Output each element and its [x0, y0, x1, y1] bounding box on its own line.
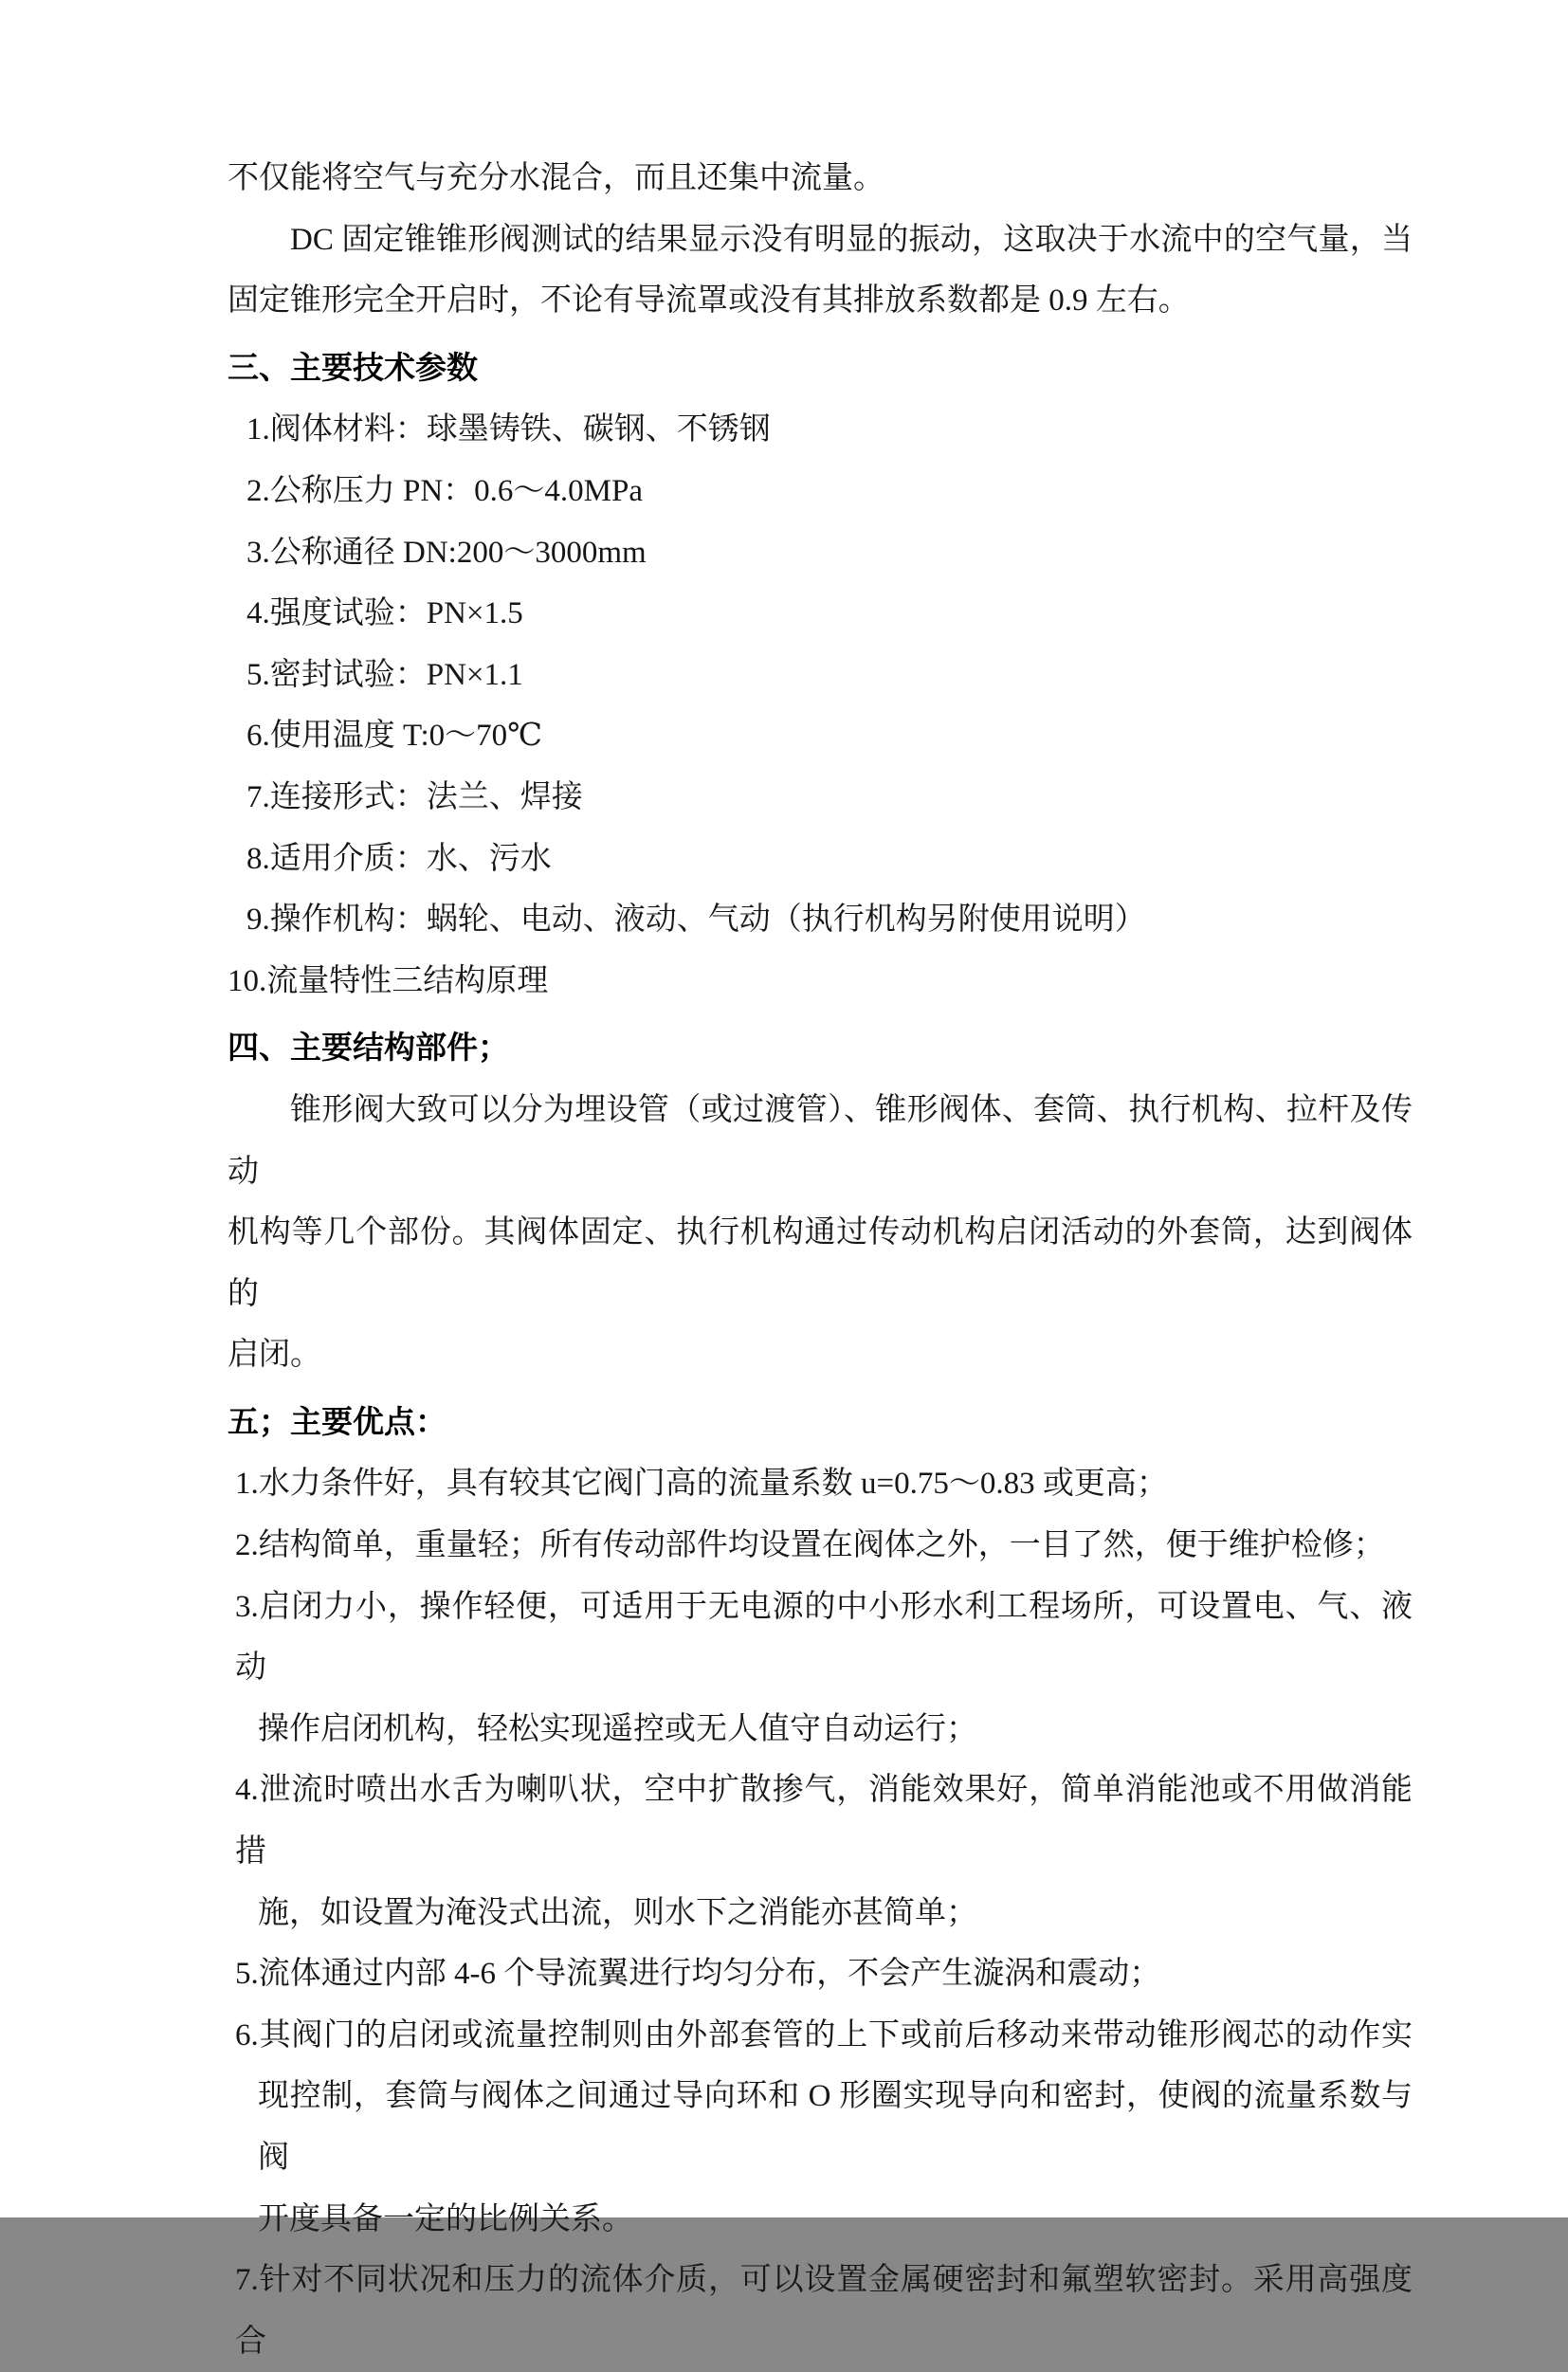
- tech-param-item-7-connection: 7.连接形式：法兰、焊接: [246, 779, 583, 814]
- intro-paragraph-line: 不仅能将空气与充分水混合，而且还集中流量。: [228, 161, 884, 195]
- tech-param-item-3-diameter: 3.公称通径 DN:200～3000mm: [246, 535, 647, 570]
- heading-section-4-structure: 四、主要结构部件；: [228, 1031, 509, 1067]
- advantage-item-6-line-2: 现控制，套筒与阀体之间通过导向环和 O 形圈实现导向和密封，使阀的流量系数与阀: [258, 2079, 1413, 2175]
- structure-paragraph-line-2: 机构等几个部份。其阀体固定、执行机构通过传动机构启闭活动的外套筒，达到阀体的: [228, 1215, 1413, 1311]
- advantage-item-3-line-2: 操作启闭机构，轻松实现遥控或无人值守自动运行；: [258, 1711, 977, 1746]
- tech-param-item-2-pressure: 2.公称压力 PN：0.6～4.0MPa: [246, 473, 644, 508]
- advantage-item-6-line-3: 开度具备一定的比例关系。: [258, 2201, 633, 2236]
- advantage-item-3-line-1: 3.启闭力小，操作轻便，可适用于无电源的中小形水利工程场所，可设置电、气、液动: [235, 1589, 1413, 1686]
- heading-section-3-tech-params: 三、主要技术参数: [228, 351, 478, 386]
- tech-param-item-6-temperature: 6.使用温度 T:0～70℃: [246, 719, 543, 754]
- advantage-item-4-line-2: 施，如设置为淹没式出流，则水下之消能亦甚简单；: [258, 1895, 977, 1930]
- tech-param-item-9-actuator: 9.操作机构：蜗轮、电动、液动、气动（执行机构另附使用说明）: [246, 903, 1146, 938]
- advantage-item-7-seals: 7.针对不同状况和压力的流体介质，可以设置金属硬密封和氟塑软密封。采用高强度合: [235, 2263, 1413, 2359]
- tech-param-item-10-flow: 10.流量特性三结构原理: [228, 963, 549, 998]
- advantage-item-4-line-1: 4.泄流时喷出水舌为喇叭状，空中扩散掺气，消能效果好，简单消能池或不用做消能措: [235, 1773, 1413, 1870]
- tech-param-item-1-body-material: 1.阀体材料：球墨铸铁、碳钢、不锈钢: [246, 412, 771, 447]
- structure-paragraph-line-3: 启闭。: [228, 1338, 321, 1373]
- tech-param-item-4-strength-test: 4.强度试验：PN×1.5: [246, 596, 523, 631]
- advantage-item-2-simple: 2.结构简单，重量轻；所有传动部件均设置在阀体之外，一目了然，便于维护检修；: [235, 1528, 1385, 1563]
- tech-param-item-8-media: 8.适用介质：水、污水: [246, 841, 552, 876]
- tech-param-item-5-seal-test: 5.密封试验：PN×1.1: [246, 657, 523, 692]
- heading-section-5-advantages: 五；主要优点：: [228, 1405, 447, 1440]
- advantage-item-5-guide-vanes: 5.流体通过内部 4-6 个导流翼进行均匀分布，不会产生漩涡和震动；: [235, 1957, 1161, 1992]
- dc-test-paragraph-line-2: 固定锥形完全开启时，不论有导流罩或没有其排放系数都是 0.9 左右。: [228, 283, 1190, 319]
- dc-test-paragraph-line-1: DC 固定锥锥形阀测试的结果显示没有明显的振动，这取决于水流中的空气量，当: [290, 222, 1413, 257]
- structure-paragraph-line-1: 锥形阀大致可以分为埋设管（或过渡管）、锥形阀体、套筒、执行机构、拉杆及传动: [228, 1092, 1413, 1189]
- advantage-item-6-line-1: 6.其阀门的启闭或流量控制则由外部套管的上下或前后移动来带动锥形阀芯的动作实: [235, 2017, 1413, 2053]
- advantage-item-1-hydraulics: 1.水力条件好，具有较其它阀门高的流量系数 u=0.75～0.83 或更高；: [235, 1467, 1168, 1502]
